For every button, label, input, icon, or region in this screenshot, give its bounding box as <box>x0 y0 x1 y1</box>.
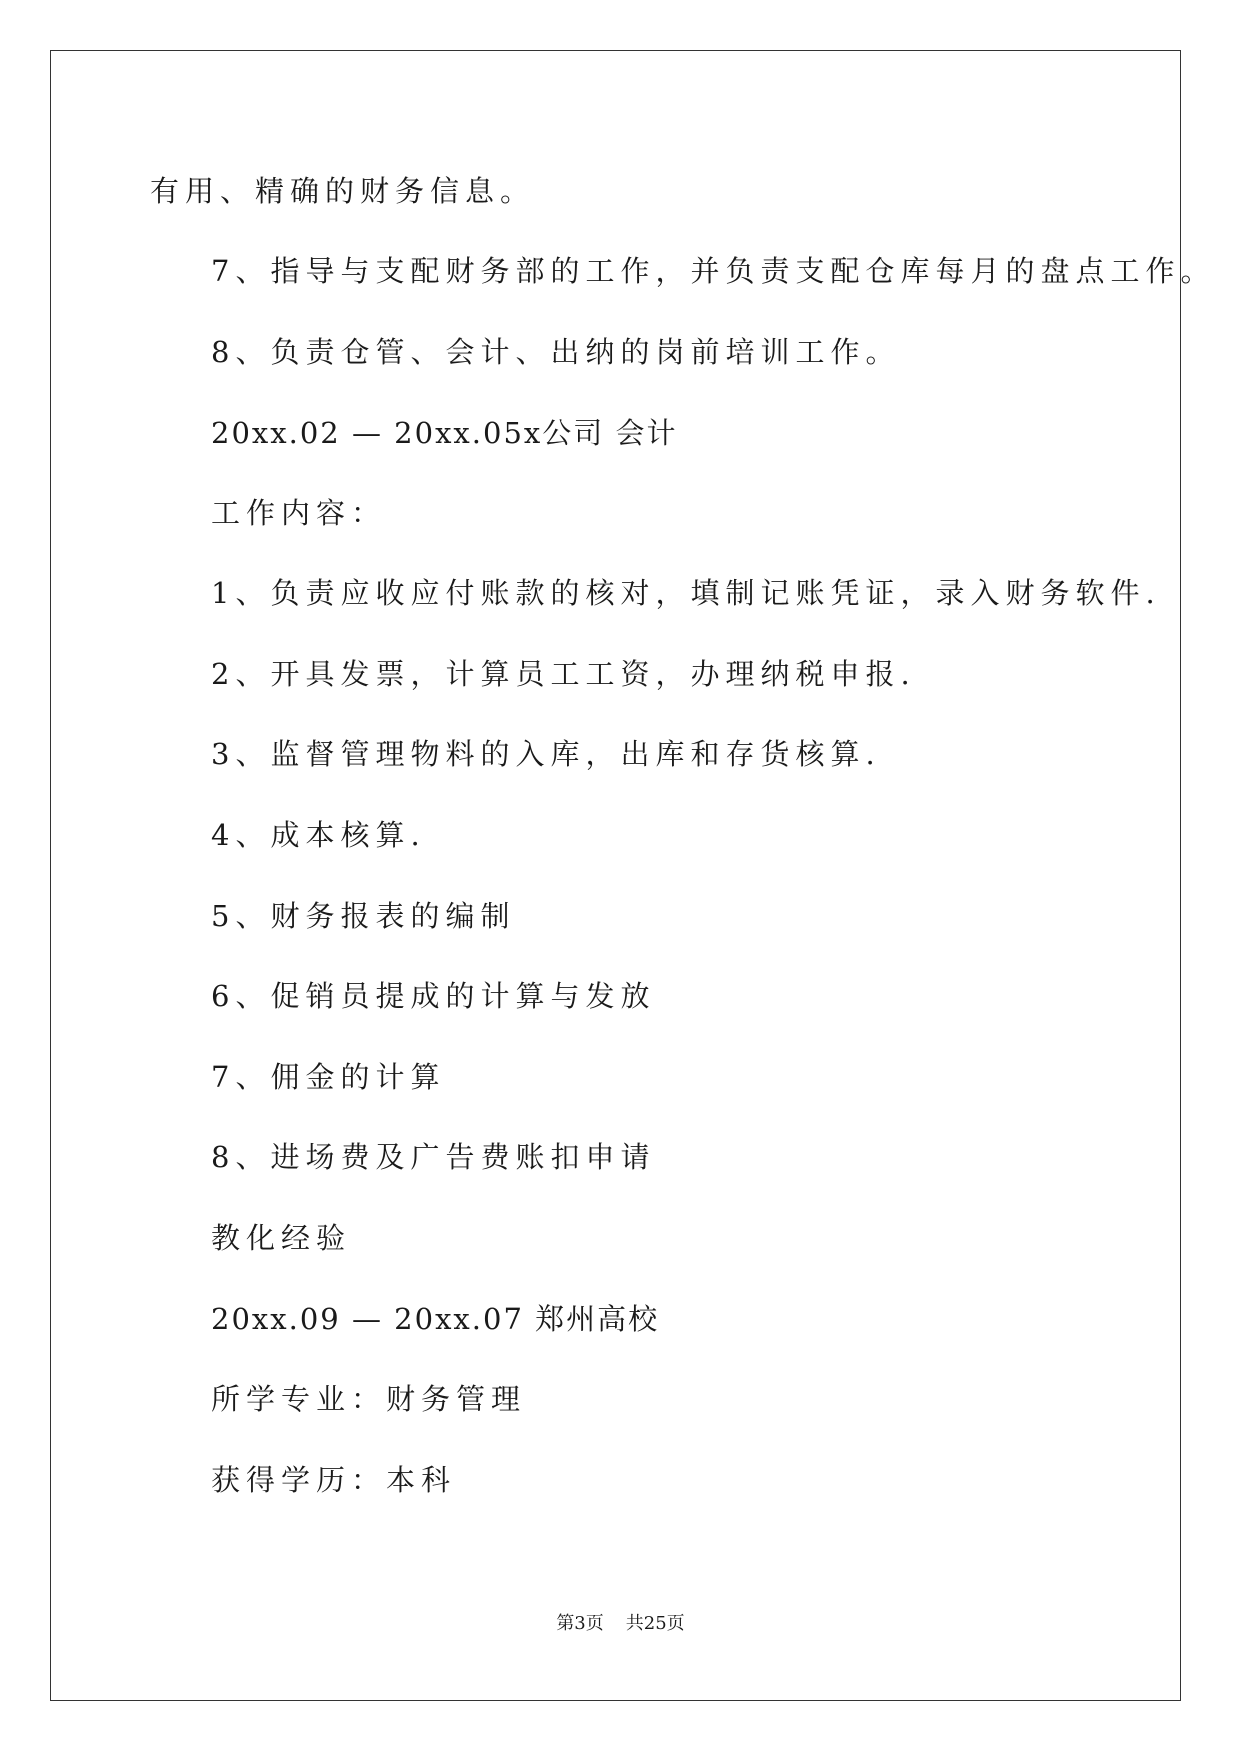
text-line-12: 7、佣金的计算 <box>211 1060 446 1094</box>
text-line-11: 6、促销员提成的计算与发放 <box>211 979 656 1013</box>
text-line-4: 20xx.02 — 20xx.05x公司 会计 <box>211 416 678 450</box>
text-line-17: 获得学历：本科 <box>211 1463 457 1497</box>
page-border <box>50 50 1181 1701</box>
text-line-3: 8、负责仓管、会计、出纳的岗前培训工作。 <box>211 335 901 369</box>
text-line-8: 3、监督管理物料的入库，出库和存货核算. <box>211 737 881 771</box>
text-line-10: 5、财务报表的编制 <box>211 899 516 933</box>
page-number: 第3页 <box>556 1613 604 1634</box>
text-line-14: 教化经验 <box>211 1221 352 1255</box>
text-line-16: 所学专业：财务管理 <box>211 1382 527 1416</box>
text-line-13: 8、进场费及广告费账扣申请 <box>211 1140 656 1174</box>
text-line-9: 4、成本核算. <box>211 818 426 852</box>
text-line-5: 工作内容： <box>211 496 387 530</box>
text-line-7: 2、开具发票，计算员工工资，办理纳税申报. <box>211 657 916 691</box>
text-line-2: 7、指导与支配财务部的工作，并负责支配仓库每月的盘点工作。 <box>211 254 1216 288</box>
text-line-15: 20xx.09 — 20xx.07 郑州高校 <box>211 1302 660 1336</box>
page-footer <box>0 1615 1241 1633</box>
text-line-6: 1、负责应收应付账款的核对，填制记账凭证，录入财务软件. <box>211 576 1161 610</box>
page-total: 共25页 <box>625 1613 685 1634</box>
text-line-1: 有用、精确的财务信息。 <box>150 174 536 208</box>
